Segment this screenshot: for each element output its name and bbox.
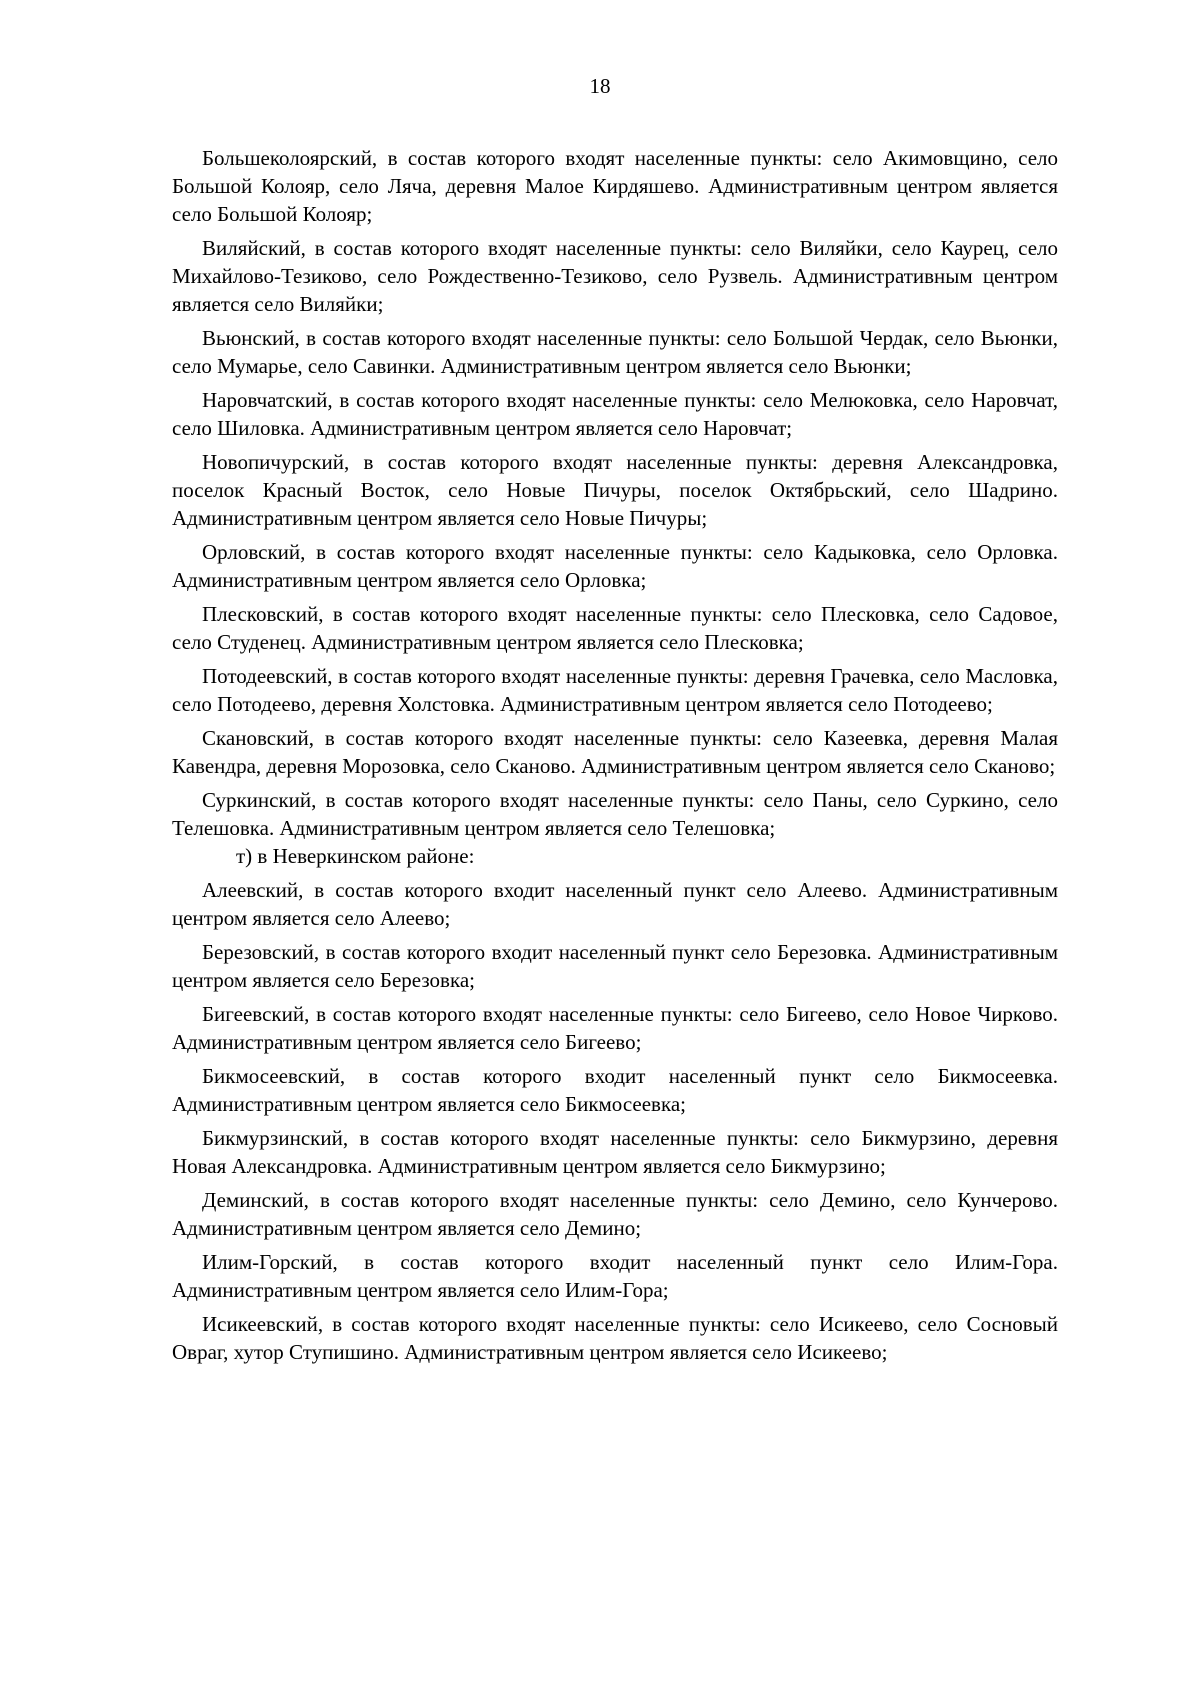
paragraph-surkinsky: Суркинский, в состав которого входят населенные пункты: село Паны, село Суркино, село Телешовка. Административным центром является село Телешовка; xyxy=(172,788,1058,840)
paragraph-pleskovsky: Плесковский, в состав которого входят населенные пункты: село Плесковка, село Садовое, село Студенец. Административным центром является село Плесковка; xyxy=(172,602,1058,654)
paragraph-narovchatsky: Наровчатский, в состав которого входят населенные пункты: село Мелюковка, село Наровчат, село Шиловка. Административным центром является село Наровчат; xyxy=(172,388,1058,440)
paragraph-skanovsky: Скановский, в состав которого входят населенные пункты: село Казеевка, деревня Малая Кавендра, деревня Морозовка, село Сканово. Административным центром является село Сканово; xyxy=(172,726,1058,778)
paragraph-bolshekoloyarsky: Большеколоярский, в состав которого входят населенные пункты: село Акимовщино, село Большой Колояр, село Ляча, деревня Малое Кирдяшево. Административным центром является село Большой Колояр; xyxy=(172,146,1058,226)
paragraph-potodeevsky: Потодеевский, в состав которого входят населенные пункты: деревня Грачевка, село Масловка, село Потодеево, деревня Холстовка. Административным центром является село Потодеево; xyxy=(172,664,1058,716)
paragraph-aleevsky: Алеевский, в состав которого входит населенный пункт село Алеево. Административным центром является село Алеево; xyxy=(172,878,1058,930)
paragraph-novopichursky: Новопичурский, в состав которого входят населенные пункты: деревня Александровка, поселок Красный Восток, село Новые Пичуры, поселок Октябрьский, село Шадрино. Административным центром является село Новые Пичуры; xyxy=(172,450,1058,530)
section-subheading: т) в Неверкинском районе: xyxy=(236,844,475,868)
document-body xyxy=(172,144,1058,1372)
page-number: 18 xyxy=(589,74,611,98)
paragraph-bikmoseevsky: Бикмосеевский, в состав которого входит населенный пункт село Бикмосеевка. Административным центром является село Бикмосеевка; xyxy=(172,1064,1058,1116)
paragraph-ilim-gorsky: Илим-Горский, в состав которого входит населенный пункт село Илим-Гора. Административным центром является село Илим-Гора; xyxy=(172,1250,1058,1302)
paragraph-bikmurzinsky: Бикмурзинский, в состав которого входят населенные пункты: село Бикмурзино, деревня Новая Александровка. Административным центром является село Бикмурзино; xyxy=(172,1126,1058,1178)
paragraph-vilyaysky: Виляйский, в состав которого входят населенные пункты: село Виляйки, село Каурец, село Михайлово-Тезиково, село Рождественно-Тезиково, село Рузвель. Административным центром является село Виляйки; xyxy=(172,236,1058,316)
paragraph-deminsky: Деминский, в состав которого входят населенные пункты: село Демино, село Кунчерово. Административным центром является село Демино; xyxy=(172,1188,1058,1240)
paragraph-berezovsky: Березовский, в состав которого входит населенный пункт село Березовка. Административным центром является село Березовка; xyxy=(172,940,1058,992)
paragraph-vyunsky: Вьюнский, в состав которого входят населенные пункты: село Большой Чердак, село Вьюнки, село Мумарье, село Савинки. Административным центром является село Вьюнки; xyxy=(172,326,1058,378)
paragraph-bigeevsky: Бигеевский, в состав которого входят населенные пункты: село Бигеево, село Новое Чирково. Административным центром является село Бигеево; xyxy=(172,1002,1058,1054)
paragraph-orlovsky: Орловский, в состав которого входят населенные пункты: село Кадыковка, село Орловка. Административным центром является село Орловка; xyxy=(172,540,1058,592)
paragraph-isikeevsky: Исикеевский, в состав которого входят населенные пункты: село Исикеево, село Сосновый Овраг, хутор Ступишино. Административным центром является село Исикеево; xyxy=(172,1312,1058,1364)
